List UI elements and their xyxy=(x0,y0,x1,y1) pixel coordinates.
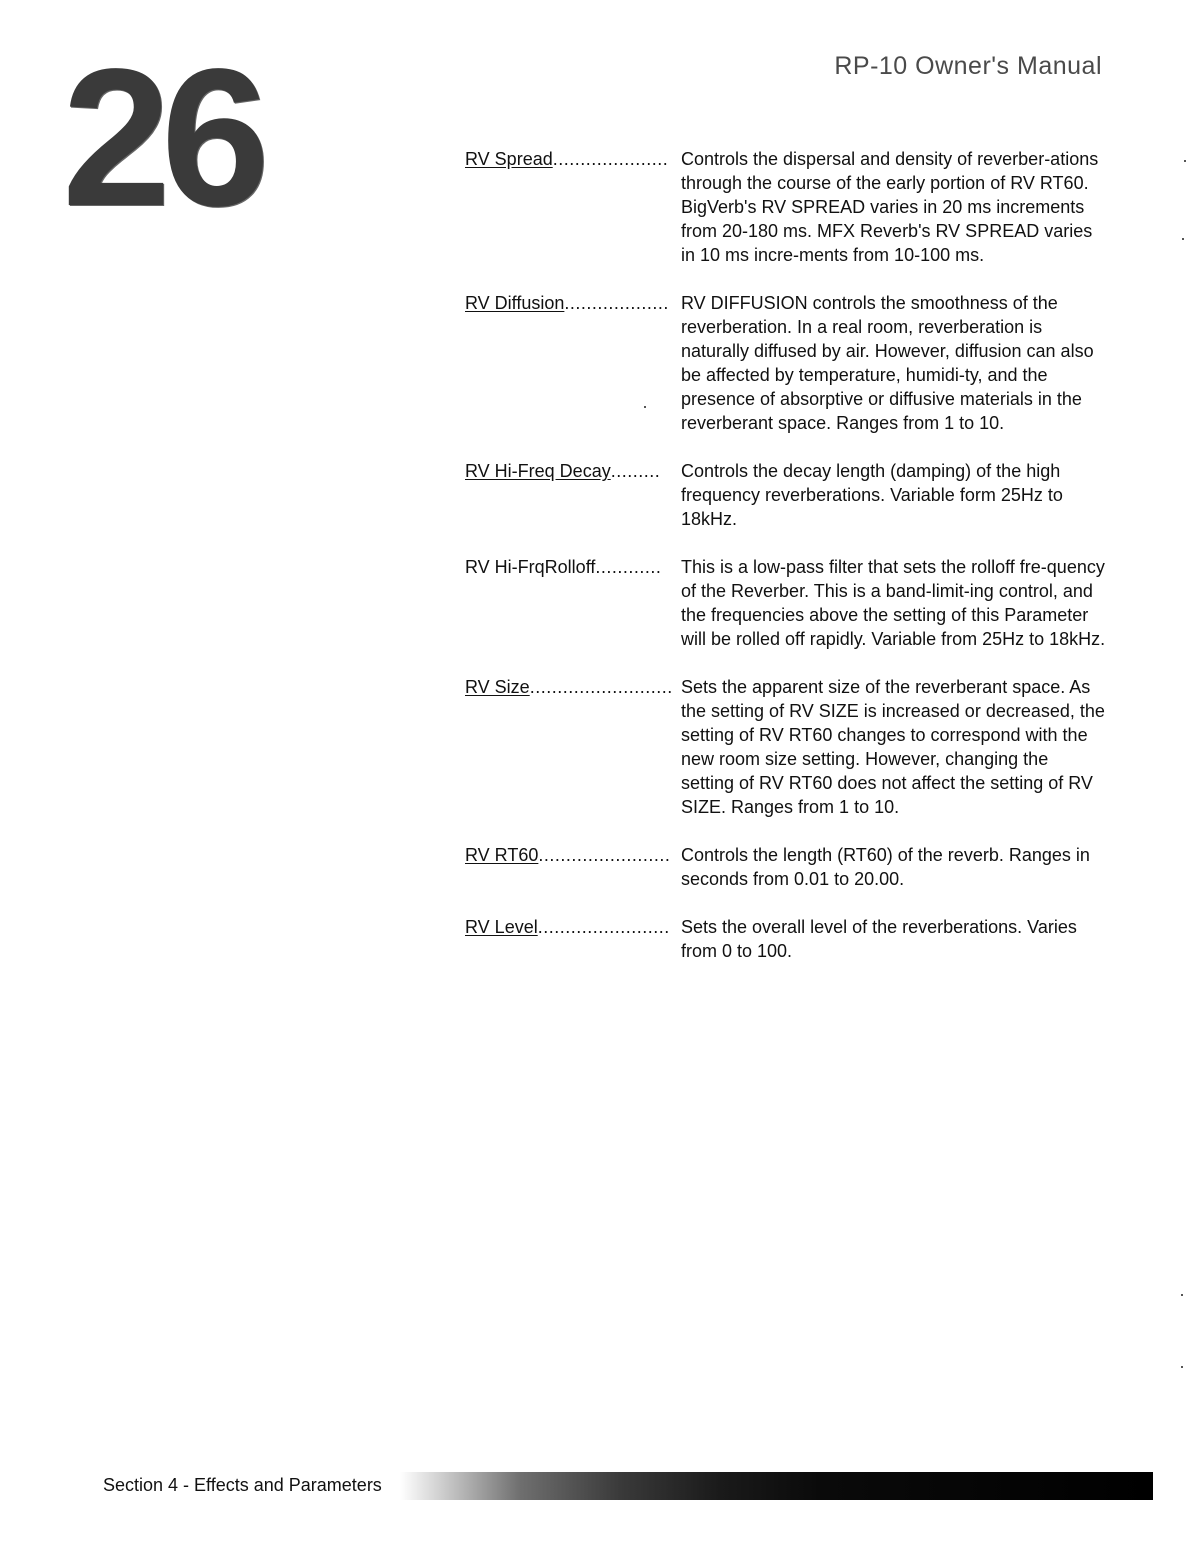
param-name: RV Diffusion xyxy=(465,293,565,313)
parameter-list xyxy=(465,147,1125,987)
leader-dots: .......................... xyxy=(529,677,673,697)
manual-title: RP-10 Owner's Manual xyxy=(834,52,1102,80)
param-rv-size xyxy=(465,675,1125,819)
param-description: Controls the length (RT60) of the reverb. Ranges in seconds from 0.01 to 20.00. xyxy=(681,845,1090,889)
param-name: RV RT60 xyxy=(465,845,539,865)
param-rv-level xyxy=(465,915,1125,963)
param-description: Controls the decay length (damping) of the high frequency reverberations. Variable form 25Hz to 18kHz. xyxy=(681,461,1063,529)
leader-dots: ............ xyxy=(595,557,662,577)
leader-dots: ................... xyxy=(564,293,669,313)
param-name: RV Hi-Freq Decay xyxy=(465,461,611,481)
param-description: Sets the overall level of the reverberations. Varies from 0 to 100. xyxy=(681,917,1077,961)
scan-speck xyxy=(644,406,646,408)
leader-dots: ......... xyxy=(610,461,661,481)
param-label xyxy=(465,843,681,867)
leader-dots: ..................... xyxy=(552,149,669,169)
param-rv-hi-frq-rolloff xyxy=(465,555,1125,651)
param-label xyxy=(465,675,681,699)
param-label xyxy=(465,915,681,939)
leader-dots: ........................ xyxy=(538,845,671,865)
scan-speck xyxy=(1181,1366,1183,1368)
param-description: Sets the apparent size of the reverberant space. As the setting of RV SIZE is increased or decreased, the setting of RV RT60 changes to correspond with the new room size setting. However, changing the setting of RV RT60 does not affect the setting of RV SIZE. Ranges from 1 to 10. xyxy=(681,677,1105,817)
scan-speck xyxy=(1181,1294,1183,1296)
param-description: This is a low-pass filter that sets the rolloff fre-quency of the Reverber. This is a band-limit-ing control, and the frequencies above the setting of this Parameter will be rolled off rapidly. Variable from 25Hz to 18kHz. xyxy=(681,557,1106,649)
param-description: RV DIFFUSION controls the smoothness of the reverberation. In a real room, reverberation is naturally diffused by air. However, diffusion can also be affected by temperature, humidi-ty, and the presence of absorptive or diffusive materials in the reverberant space. Ranges from 1 to 10. xyxy=(681,293,1094,433)
param-rv-spread xyxy=(465,147,1125,267)
param-label xyxy=(465,147,681,171)
page-number: 26 xyxy=(62,28,261,247)
param-label xyxy=(465,291,681,315)
section-label: Section 4 - Effects and Parameters xyxy=(103,1475,382,1495)
param-name: RV Spread xyxy=(465,149,553,169)
param-rv-diffusion xyxy=(465,291,1125,435)
param-name: RV Size xyxy=(465,677,530,697)
param-label xyxy=(465,459,681,483)
param-description: Controls the dispersal and density of reverber-ations through the course of the early portion of RV RT60. BigVerb's RV SPREAD varies in 20 ms increments from 20-180 ms. MFX Reverb's RV SPREAD varies in 10 ms incre-ments from 10-100 ms. xyxy=(681,149,1099,265)
scan-speck xyxy=(1182,238,1184,240)
param-name: RV Hi-FrqRolloff xyxy=(465,557,596,577)
section-footer-bar xyxy=(100,1472,1153,1500)
param-rv-rt60 xyxy=(465,843,1125,891)
leader-dots: ........................ xyxy=(537,917,670,937)
param-rv-hi-freq-decay xyxy=(465,459,1125,531)
param-label xyxy=(465,555,681,579)
scan-speck xyxy=(1184,160,1186,162)
param-name: RV Level xyxy=(465,917,538,937)
